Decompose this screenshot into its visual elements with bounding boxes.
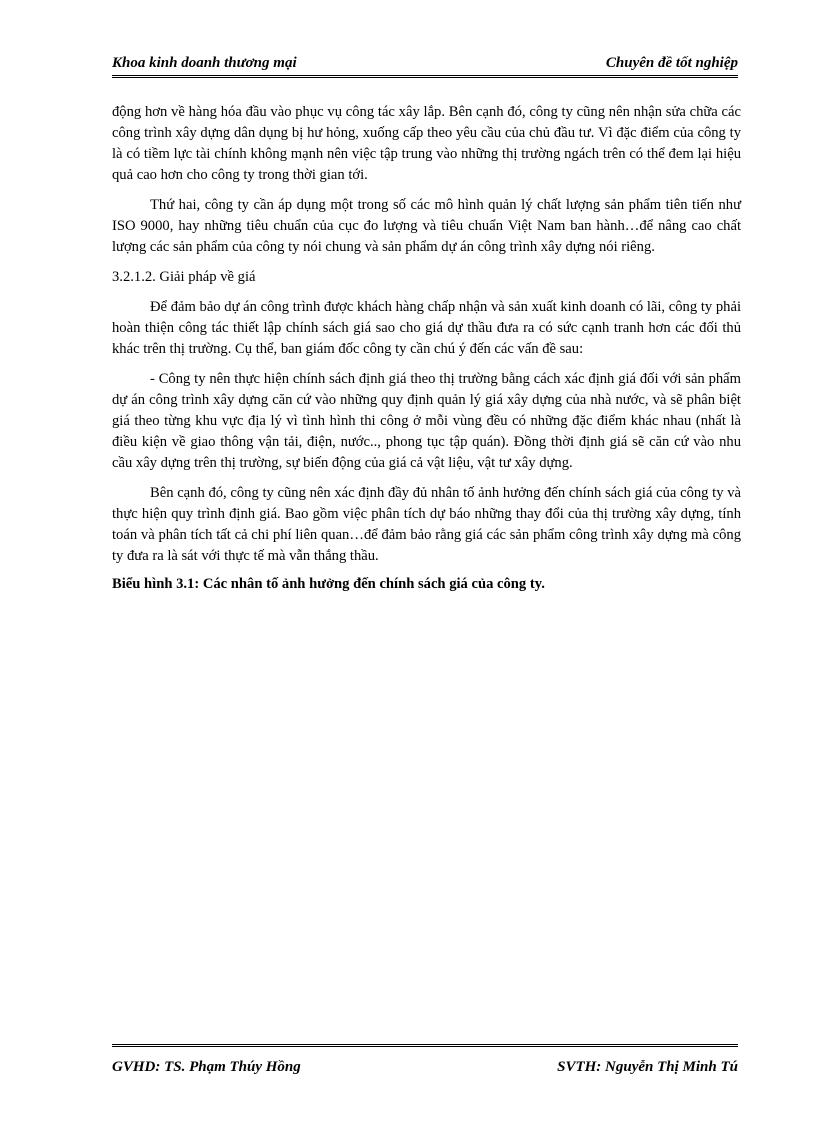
header-faculty: Khoa kinh doanh thương mại [112, 55, 297, 71]
paragraph-5: Bên cạnh đó, công ty cũng nên xác định đầy đủ nhân tố ảnh hưởng đến chính sách giá của công ty và thực hiện quy trình định giá. Bao gồm việc phân tích dự báo những thay đổi của thị trường xây dựng, tính toán và phân tích tất cả chi phí liên quan…để đảm bảo rằng giá các sản phẩm công trình xây dựng mà công ty đưa ra là sát với thực tế mà vẫn thắng thầu. [112, 485, 741, 564]
figure-caption: Biểu hình 3.1: Các nhân tố ảnh hưởng đến chính sách giá của công ty. [112, 576, 545, 592]
footer-supervisor: GVHD: TS. Phạm Thúy Hồng [112, 1059, 301, 1075]
page-header [112, 53, 738, 78]
paragraph-4: - Công ty nên thực hiện chính sách định giá theo thị trường bằng cách xác định giá đối với sản phẩm dự án công trình xây dựng căn cứ vào những quy định quản lý giá xây dựng của nhà nước, và sẽ phân biệt giá theo từng khu vực địa lý vì tình hình thi công ở mỗi vùng đều có những đặc điểm khác nhau (nhất là điều kiện về giao thông vận tải, điện, nước.., phong tục tập quán). Đồng thời định giá sẽ căn cứ vào nhu cầu xây dựng trên thị trường, sự biến động của giá cả vật liệu, vật tư xây dựng. [112, 371, 741, 471]
footer-student: SVTH: Nguyễn Thị Minh Tú [557, 1059, 738, 1075]
section-heading: 3.2.1.2. Giải pháp về giá [112, 269, 256, 285]
paragraph-3: Để đảm bảo dự án công trình được khách hàng chấp nhận và sản xuất kinh doanh có lãi, công ty phải hoàn thiện công tác thiết lập chính sách giá sao cho giá dự thầu đưa ra có sức cạnh tranh hơn các đối thủ khác trên thị trường. Cụ thể, ban giám đốc công ty cần chú ý đến các vấn đề sau: [112, 299, 741, 357]
paragraph-2: Thứ hai, công ty cần áp dụng một trong số các mô hình quản lý chất lượng sản phẩm tiên tiến như ISO 9000, hay những tiêu chuẩn của cục đo lượng và tiêu chuẩn Việt Nam ban hành…để nâng cao chất lượng các sản phẩm của công ty nói chung và sản phẩm dự án công trình xây dựng nói riêng. [112, 197, 741, 255]
document-body [112, 102, 741, 604]
paragraph-1: động hơn về hàng hóa đầu vào phục vụ công tác xây lắp. Bên cạnh đó, công ty cũng nên nhận sửa chữa các công trình xây dựng dân dụng bị hư hỏng, xuống cấp theo yêu cầu của chủ đầu tư. Vì đặc điểm của công ty là có tiềm lực tài chính không mạnh nên việc tập trung vào những thị trường ngách trên có thể đem lại hiệu quả cao hơn cho công ty trong thời gian tới. [112, 104, 741, 183]
page-footer [112, 1044, 738, 1083]
header-document-type: Chuyên đề tốt nghiệp [605, 55, 738, 71]
